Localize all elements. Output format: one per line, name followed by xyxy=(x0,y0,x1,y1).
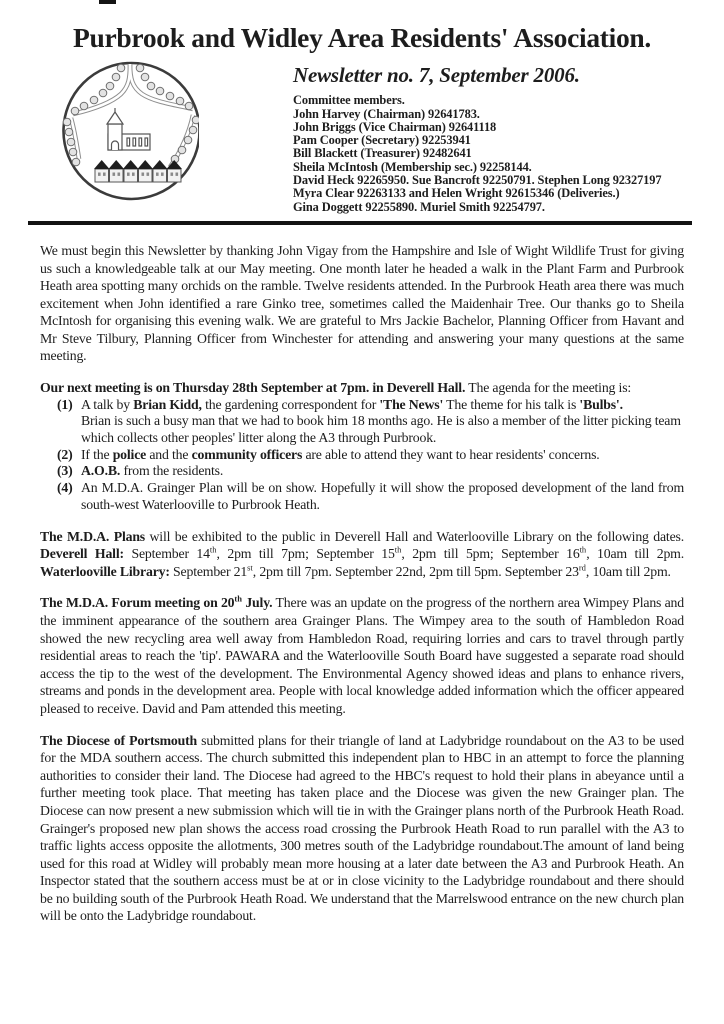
text-segment: September 21 xyxy=(169,563,248,579)
committee-list xyxy=(293,108,661,214)
bold-segment: community officers xyxy=(191,446,303,462)
header-right xyxy=(293,60,661,214)
bold-segment: 'The News' xyxy=(379,396,444,412)
header xyxy=(0,60,724,214)
text-segment: A talk by xyxy=(81,396,134,412)
agenda-item xyxy=(40,463,684,480)
text-segment: , 2pm till 7pm. September 22nd, 2pm till 5pm. September 23 xyxy=(252,563,579,579)
agenda-item-text xyxy=(81,397,684,447)
superscript-segment: th xyxy=(394,544,402,555)
bold-segment: July. xyxy=(241,595,273,611)
superscript-segment: st xyxy=(247,562,253,573)
agenda-item xyxy=(40,480,684,513)
superscript-segment: th xyxy=(209,544,217,555)
agenda-item-marker: (3) xyxy=(57,463,73,479)
section-mda-forum xyxy=(40,594,684,717)
text-segment: We must begin this Newsletter by thanking John Vigay from the Hampshire and Isle of Wight Wildlife Trust for giving us such a knowledgeable talk at our May meeting. One month later he headed a walk in the Plant Farm and Purbrook Heath area spotting many orchids on the ramble. Twelve residents attended. In the Purbrook Heath area there was much excitement when John identified a rare Ginko tree, sometimes called the Maidenhair Tree. Our thanks go to Sheila McIntosh for organising this evening walk. We are grateful to Mrs Jackie Bachelor, Planning Officer from Havant and Mr Steve Tilbury, Planning Officer from Winchester for attending and answering your many questions at the same meeting. xyxy=(40,242,684,364)
agenda-item-text xyxy=(81,447,684,464)
text-segment: , 10am till 2pm. xyxy=(586,546,684,562)
superscript-segment: th xyxy=(579,544,587,555)
bold-segment: The M.D.A. Plans xyxy=(40,528,145,544)
committee-heading: Committee members. xyxy=(293,93,405,108)
agenda-paragraph xyxy=(81,397,684,414)
bold-segment: police xyxy=(112,446,147,462)
section-mda-plans xyxy=(40,528,684,581)
text-segment: , 2pm till 5pm; September 16 xyxy=(401,546,580,562)
bold-segment: The M.D.A. Forum meeting on 20 xyxy=(40,595,235,611)
committee-member: Gina Doggett 92255890. Muriel Smith 92254797. xyxy=(293,199,545,214)
agenda-list xyxy=(40,397,684,514)
text-segment: September 14 xyxy=(123,546,210,562)
agenda-item-text xyxy=(81,480,684,513)
bold-segment: The Diocese of Portsmouth xyxy=(40,732,198,748)
bold-segment: Deverell Hall: xyxy=(40,546,124,562)
committee-member: John Harvey (Chairman) 92641783. xyxy=(293,106,480,121)
agenda-item-marker: (2) xyxy=(57,446,73,462)
text-segment: are able to attend they want to hear residents' concerns. xyxy=(302,446,600,462)
agenda-item-marker: (4) xyxy=(57,480,73,496)
text-segment: Brian is such a busy man that we had to book him 18 months ago. He is also a member of the litter picking team which collects other peoples' litter along the A3 through Purbrook. xyxy=(81,413,681,446)
committee-member: Sheila McIntosh (Membership sec.) 92258144. xyxy=(293,159,532,174)
agenda-paragraph xyxy=(81,413,684,446)
agenda-paragraph xyxy=(81,447,684,464)
newsletter-title: Newsletter no. 7, September 2006. xyxy=(293,63,580,88)
agenda-paragraph xyxy=(81,480,684,513)
agenda-item-text xyxy=(81,463,684,480)
village-emblem-icon xyxy=(56,60,199,203)
committee-member: Myra Clear 92263133 and Helen Wright 92615346 (Deliveries.) xyxy=(293,186,620,201)
committee-member: John Briggs (Vice Chairman) 92641118 xyxy=(293,119,497,134)
scan-artifact xyxy=(99,0,116,4)
section-intro xyxy=(40,242,684,365)
bold-segment: Waterlooville Library: xyxy=(40,563,170,579)
text-segment: The theme for his talk is xyxy=(443,396,580,412)
text-segment: submitted plans for their triangle of land at Ladybridge roundabout on the A3 to be used for the MDA southern access. The church submitted this independent plan to HBC in an attempt to force the planning authorities to consider their land. The Diocese had agreed to the HBC's request to hold their plans in abeyance until a further meeting took place. That meeting has taken place and the Diocese was given the new Grainger plan. The Diocese can now present a new submission which will tie in with the Grainger plans north of the Purbrook Heath Road. Grainger's proposed new plan shows the access road crossing the Purbrook Heath Road to run parallel with the A3 to traffic lights access opposite the allotments, 300 metres south of the Ladybridge roundabout.The amount of land being used for this road at Widley will probably mean more housing at a later date between the A3 and Purbrook Heath. An Inspector stated that the southern access must be at or in close vicinity to the Ladybridge roundabout and there should be no building south of the Purbrook Heath Road. We understand that the Marrelswood entrance on the new church plan will be onto the Ladybridge roundabout. xyxy=(40,732,685,924)
header-divider xyxy=(28,221,692,225)
superscript-segment: rd xyxy=(578,562,586,573)
page-title: Purbrook and Widley Area Residents' Association. xyxy=(73,22,651,53)
bold-segment: A.O.B. xyxy=(81,463,121,479)
committee-member: David Heck 92265950. Sue Bancroft 92250791. Stephen Long 92327197 xyxy=(293,173,662,188)
agenda-item xyxy=(40,447,684,464)
text-segment: , 10am till 2pm. xyxy=(585,563,671,579)
text-segment: and the xyxy=(146,446,192,462)
agenda-item-marker: (1) xyxy=(57,396,73,412)
text-segment: will be exhibited to the public in Deverell Hall and Waterlooville Library on the following dates. xyxy=(145,528,684,544)
text-segment: from the residents. xyxy=(120,463,224,479)
committee-member: Bill Blackett (Treasurer) 92482641 xyxy=(293,146,472,161)
association-logo xyxy=(56,60,199,203)
newsletter-body xyxy=(40,242,684,925)
agenda-paragraph xyxy=(81,463,684,480)
text-segment: There was an update on the progress of the northern area Wimpey Plans and the imminent appearance of the southern area Grainger Plans. The Wimpey area to the south of Hambledon Road showed the new recycling area well away from Hambledon Road, requiring lorries and cars to travel through partly residential areas to reach the 'tip'. PAWARA and the Waterlooville South Board have suggested a separate road should access the tip to the west of the development. The Environmental Agency showed ideas and plans to enhance rivers, streams and ponds in the development area. People with local knowledge added information which the officer appeared pleased to receive. David and Pam attended this meeting. xyxy=(40,595,684,716)
text-segment: If the xyxy=(81,446,113,462)
text-segment: the gardening correspondent for xyxy=(201,396,380,412)
text-segment: An M.D.A. Grainger Plan will be on show. Hopefully it will show the proposed development of the land from south-west Waterlooville to Purbrook Heath. xyxy=(81,480,684,512)
text-segment: , 2pm till 7pm; September 15 xyxy=(216,546,395,562)
bold-segment: 'Bulbs'. xyxy=(579,396,623,412)
section-next-meeting xyxy=(40,379,684,397)
superscript-segment: th xyxy=(234,593,242,604)
section-diocese xyxy=(40,732,684,926)
text-segment: The agenda for the meeting is: xyxy=(465,380,632,396)
committee xyxy=(293,94,661,214)
bold-segment: Brian Kidd, xyxy=(133,396,202,412)
bold-segment: Our next meeting is on Thursday 28th September at 7pm. in Deverell Hall. xyxy=(40,380,466,396)
agenda-item xyxy=(40,397,684,447)
committee-member: Pam Cooper (Secretary) 92253941 xyxy=(293,133,471,148)
